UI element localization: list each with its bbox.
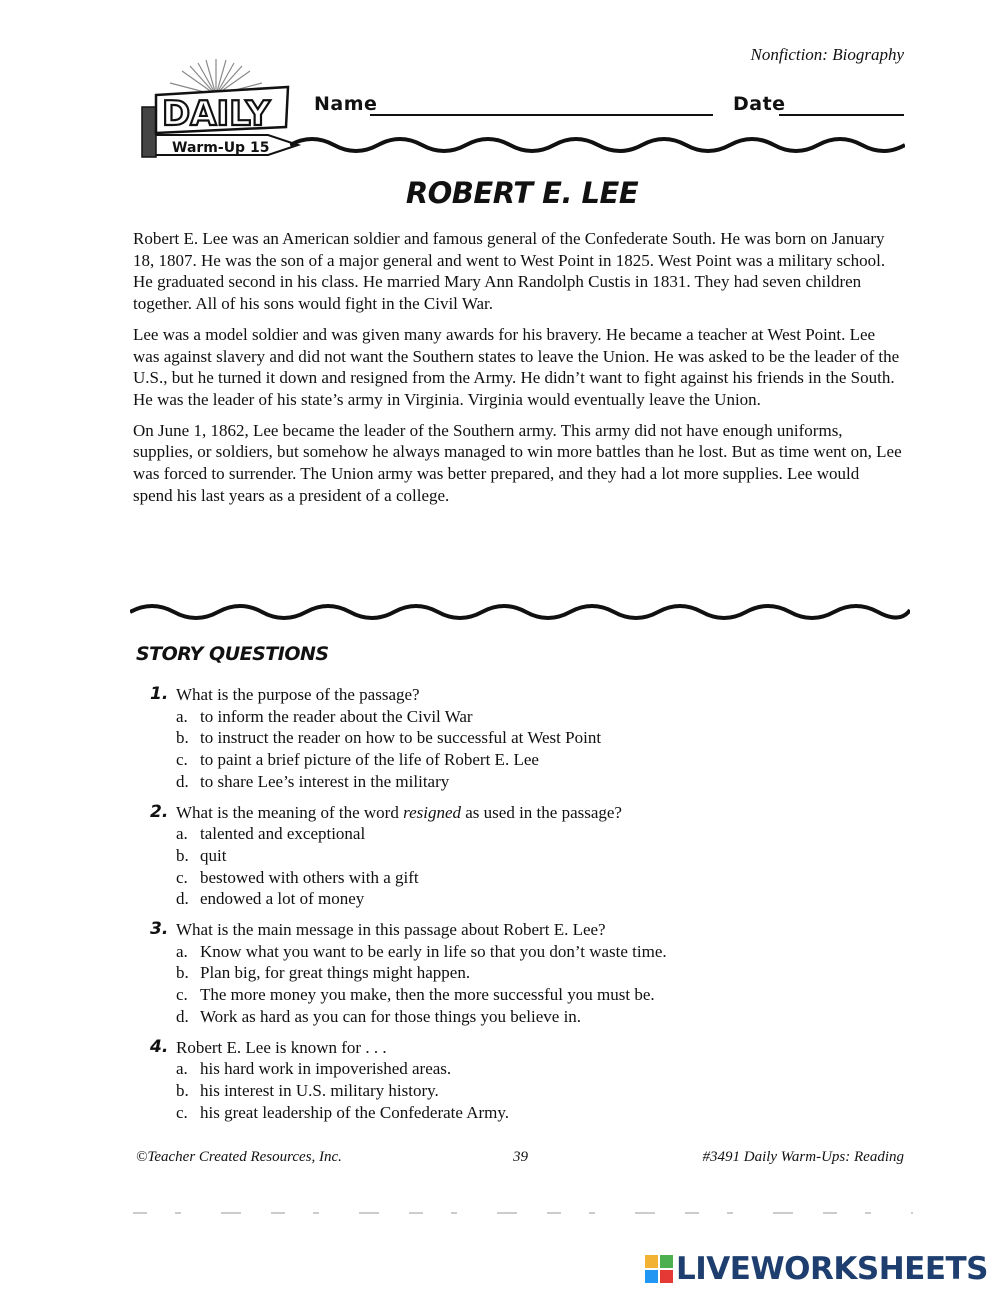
category-label: Nonfiction: Biography: [750, 45, 904, 64]
question-text: What is the purpose of the passage?: [176, 685, 420, 704]
question-4: [150, 1037, 910, 1124]
page-title: ROBERT E. LEE: [405, 176, 639, 210]
story-questions-heading: STORY QUESTIONS: [136, 643, 329, 665]
answer-option[interactable]: d. to share Lee’s interest in the military: [176, 771, 450, 791]
answer-option[interactable]: a. his hard work in impoverished areas.: [176, 1059, 452, 1079]
passage: [133, 228, 903, 515]
answer-option[interactable]: c. The more money you make, then the more successful you must be.: [176, 985, 655, 1005]
footer-book-title: #3491 Daily Warm-Ups: Reading: [702, 1149, 904, 1165]
footer-publisher: ©Teacher Created Resources, Inc.: [136, 1149, 342, 1165]
scan-dash-line: [133, 1210, 913, 1216]
answer-option[interactable]: c. bestowed with others with a gift: [176, 867, 419, 887]
answer-option[interactable]: b. his interest in U.S. military history.: [176, 1080, 439, 1100]
name-line[interactable]: [370, 114, 713, 116]
liveworksheets-logo-icon: [645, 1255, 673, 1283]
answer-option[interactable]: d. endowed a lot of money: [176, 889, 365, 909]
question-text: Robert E. Lee is known for . . .: [176, 1037, 387, 1057]
daily-warmup-logo: [138, 55, 308, 165]
answer-option[interactable]: c. to paint a brief picture of the life of Robert E. Lee: [176, 750, 539, 770]
date-line[interactable]: [779, 114, 904, 116]
answer-option[interactable]: d. Work as hard as you can for those things you believe in.: [176, 1006, 582, 1026]
passage-paragraph: Lee was a model soldier and was given many awards for his bravery. He became a teacher at West Point. Lee was against slavery and did not want the Southern states to leave the Union. He was asked to be the leader of the U.S., but he turned it down and resigned from the Army. He didn’t want to fight against his friends in the South. He was the leader of his state’s army in Virginia. Virginia would eventually leave the Union.: [133, 324, 900, 409]
answer-option[interactable]: b. quit: [176, 845, 227, 865]
date-label: Date: [733, 93, 786, 115]
answer-option[interactable]: c. his great leadership of the Confederate Army.: [176, 1102, 510, 1122]
header-wave-divider: [290, 133, 905, 163]
question-number: 1.: [150, 684, 169, 704]
question-3: [150, 919, 910, 1028]
name-label: Name: [314, 93, 378, 115]
logo-subtitle: Warm-Up 15: [172, 140, 270, 156]
answer-option[interactable]: b. to instruct the reader on how to be successful at West Point: [176, 728, 602, 748]
question-2: [150, 802, 910, 911]
question-number: 3.: [150, 919, 169, 940]
question-text: What is the meaning of the word resigned as used in the passage?: [176, 802, 622, 822]
question-number: 4.: [150, 1036, 169, 1057]
answer-option[interactable]: b. Plan big, for great things might happen.: [176, 963, 471, 983]
question-number: 2.: [150, 801, 169, 822]
passage-paragraph: On June 1, 1862, Lee became the leader of the Southern army. This army did not have enough uniforms, supplies, or soldiers, but somehow he always managed to win more battles than he lost. But as time went on, Lee was forced to surrender. The Union army was better prepared, and they had a lot more supplies. Lee would spend his last years as a president of a college.: [133, 420, 902, 505]
questions-list: [150, 684, 910, 1132]
question-text: What is the main message in this passage about Robert E. Lee?: [176, 920, 606, 940]
liveworksheets-watermark[interactable]: [645, 1251, 988, 1287]
logo-title: DAILY: [162, 94, 271, 134]
passage-paragraph: Robert E. Lee was an American soldier and famous general of the Confederate South. He was born on January 18, 1807. He was the son of a major general and went to West Point in 1825. West Point was a military school. He graduated second in his class. He married Mary Ann Randolph Custis in 1831. They had seven children together. All of his sons would fight in the Civil War.: [133, 229, 886, 314]
answer-option[interactable]: a. talented and exceptional: [176, 824, 366, 844]
footer-page-number: 39: [513, 1149, 528, 1165]
answer-option[interactable]: a. Know what you want to be early in life so that you don’t waste time.: [176, 941, 667, 961]
answer-option[interactable]: a. to inform the reader about the Civil War: [176, 706, 473, 726]
liveworksheets-text: LIVEWORKSHEETS: [676, 1251, 988, 1287]
section-wave-divider: [130, 600, 910, 630]
question-1: [150, 684, 910, 793]
